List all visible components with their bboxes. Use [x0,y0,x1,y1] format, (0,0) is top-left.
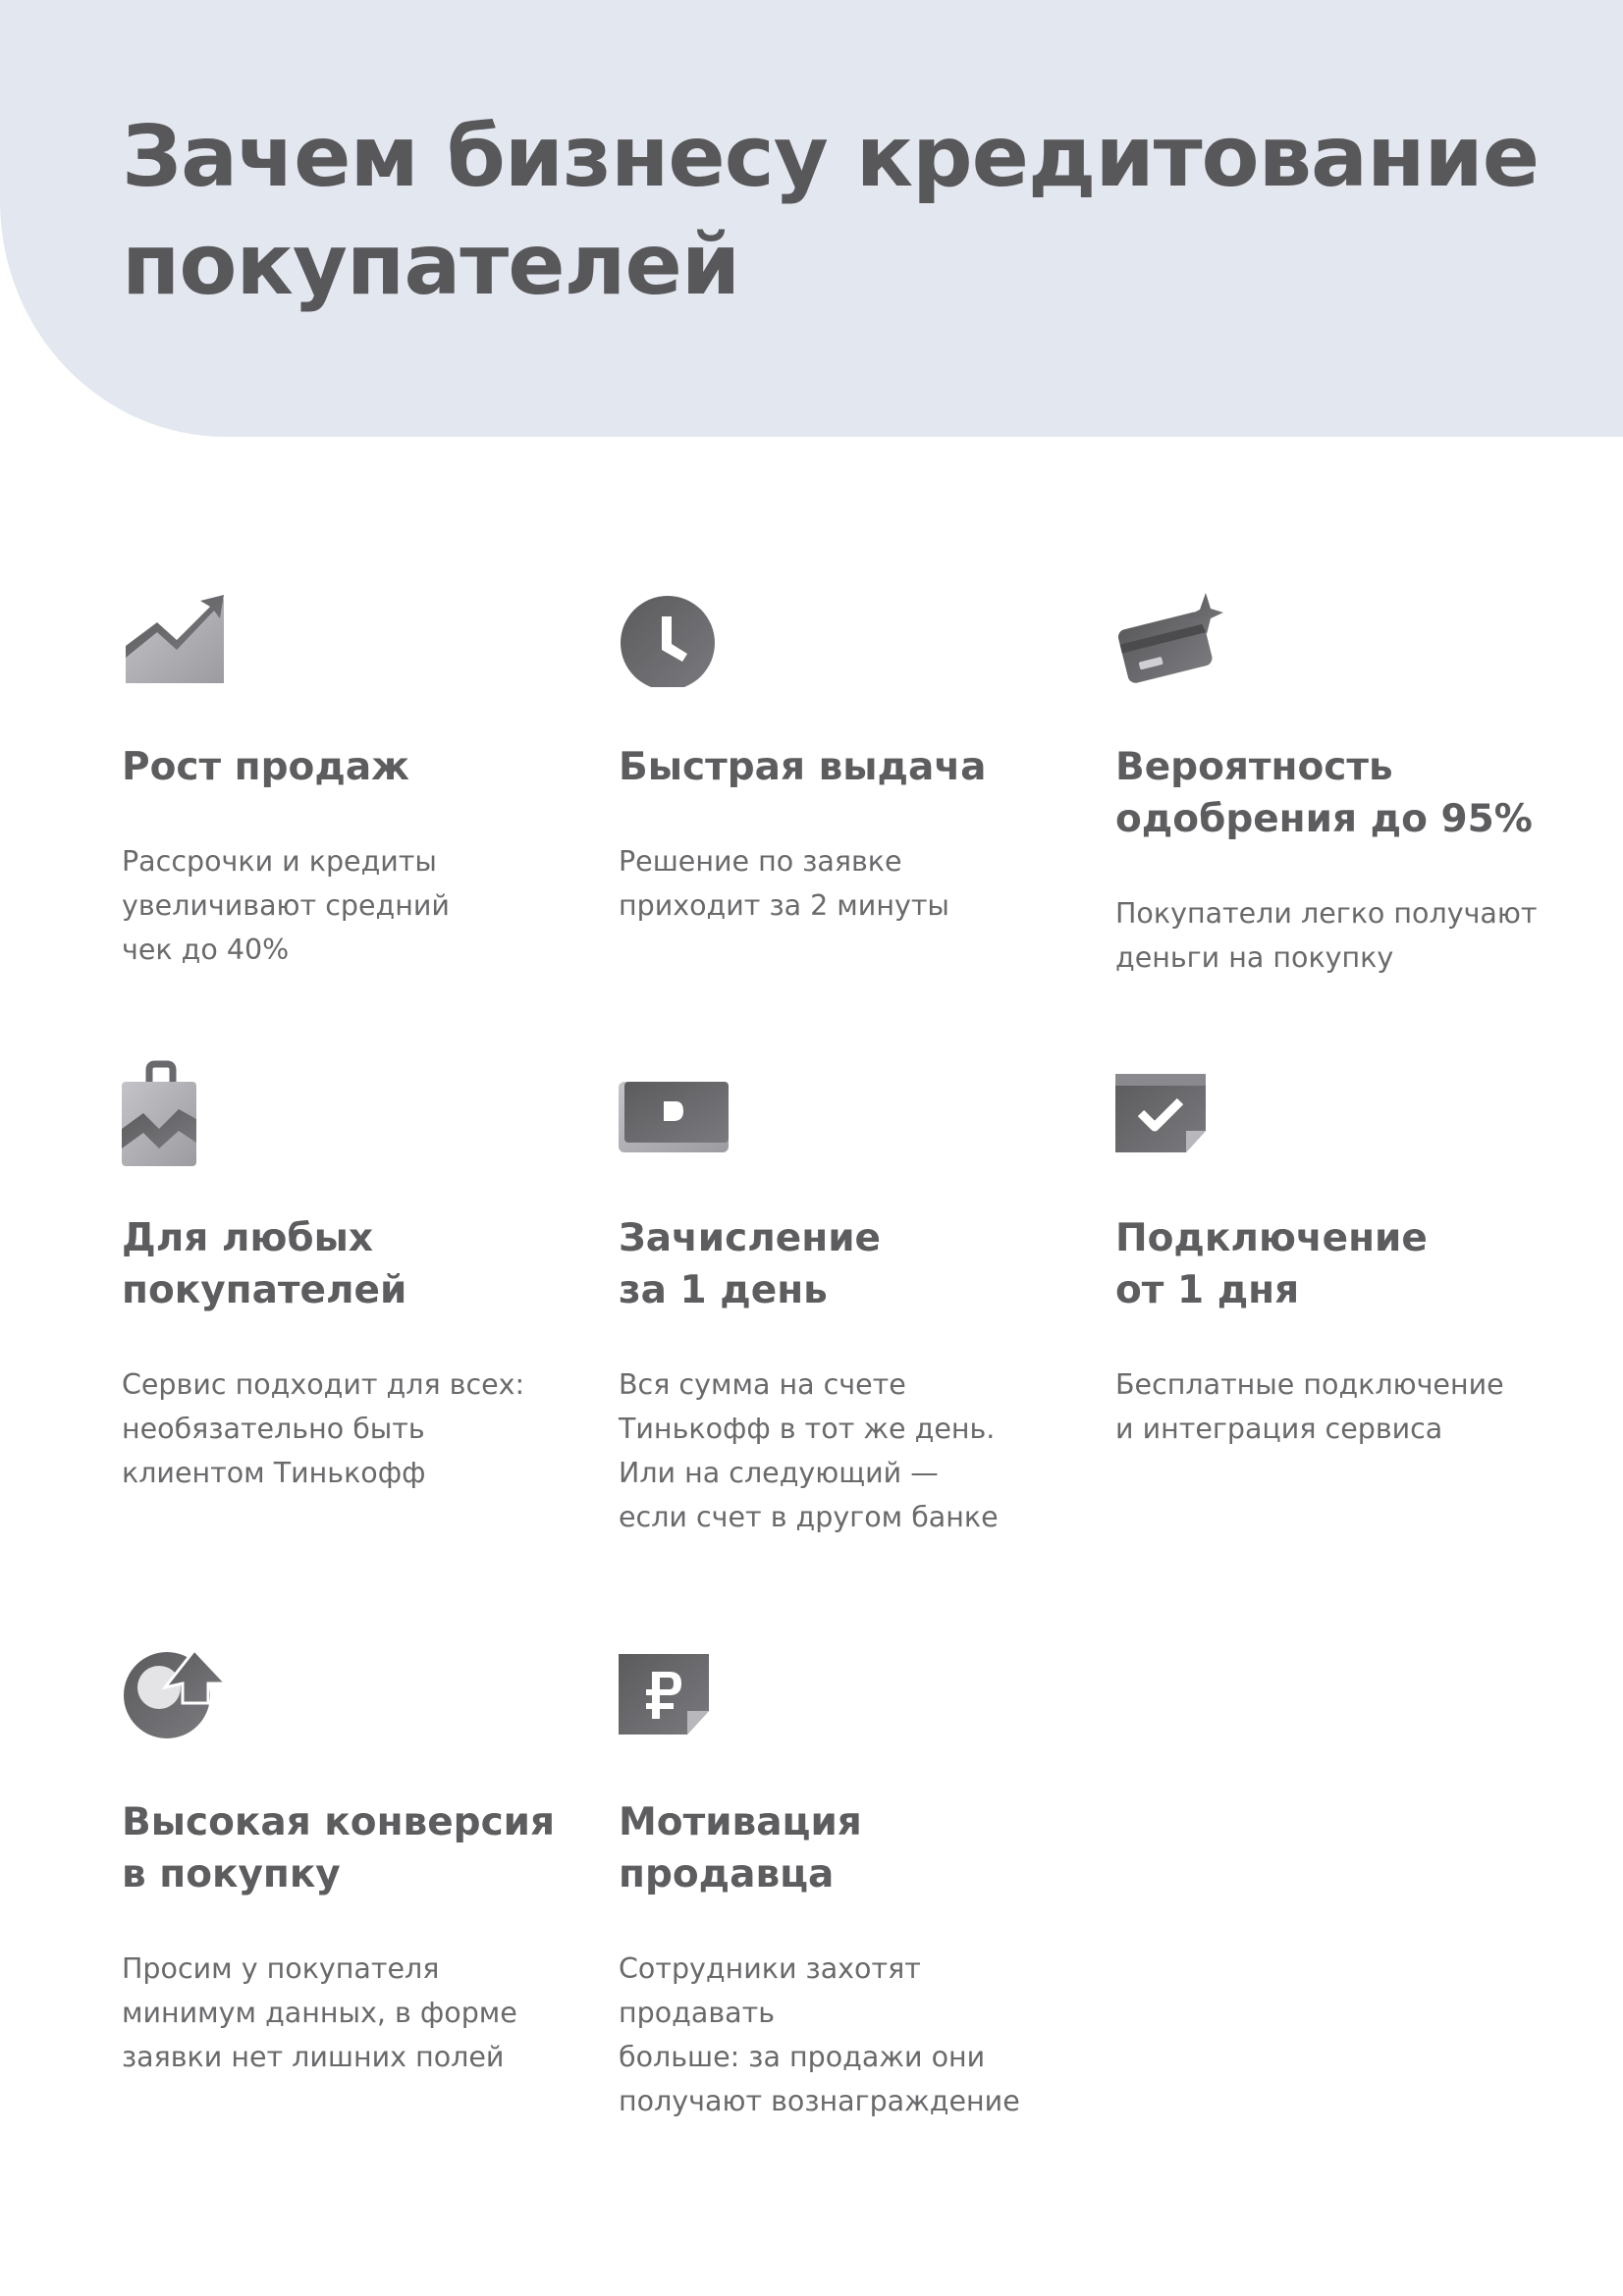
feature-title: Подключение от 1 дня [1115,1216,1428,1312]
checkmark-card-icon [1115,1060,1210,1158]
feature-description: Решение по заявке приходит за 2 минуты [619,845,949,922]
page-title [122,103,1545,319]
feature-title: Мотивация продавца [619,1800,862,1896]
shopping-bag-icon [122,1060,200,1168]
page-title-line-1: Зачем бизнесу кредитование [122,108,1540,206]
arrow-up-circle-icon [122,1644,232,1742]
feature-title: Для любых покупателей [122,1216,407,1312]
feature-description: Рассрочки и кредиты увеличивают средний чек до 40% [122,845,450,966]
page-title-line-2: покупателей [122,216,740,314]
feature-description: Вся сумма на счете Тинькофф в тот же день. Или на следующий — если счет в другом банке [619,1368,999,1533]
feature-description: Сервис подходит для всех: необязательно быть клиентом Тинькофф [122,1368,525,1489]
feature-title: Рост продаж [122,745,409,789]
clock-icon [619,589,717,687]
feature-title: Вероятность одобрения до 95% [1115,745,1533,841]
feature-title: Зачисление за 1 день [619,1216,881,1312]
feature-description: Покупатели легко получают деньги на покупку [1115,897,1538,974]
feature-title: Быстрая выдача [619,745,987,789]
ruble-card-icon [619,1644,713,1742]
feature-description: Бесплатные подключение и интеграция сервиса [1115,1368,1504,1445]
money-transfer-icon [619,1060,729,1158]
chart-growth-icon [122,589,230,687]
feature-description: Сотрудники захотят продавать больше: за продажи они получают вознаграждение [619,1952,1020,2117]
card-sparkle-icon [1115,589,1223,697]
feature-description: Просим у покупателя минимум данных, в форме заявки нет лишних полей [122,1952,517,2073]
feature-title: Высокая конверсия в покупку [122,1800,556,1896]
